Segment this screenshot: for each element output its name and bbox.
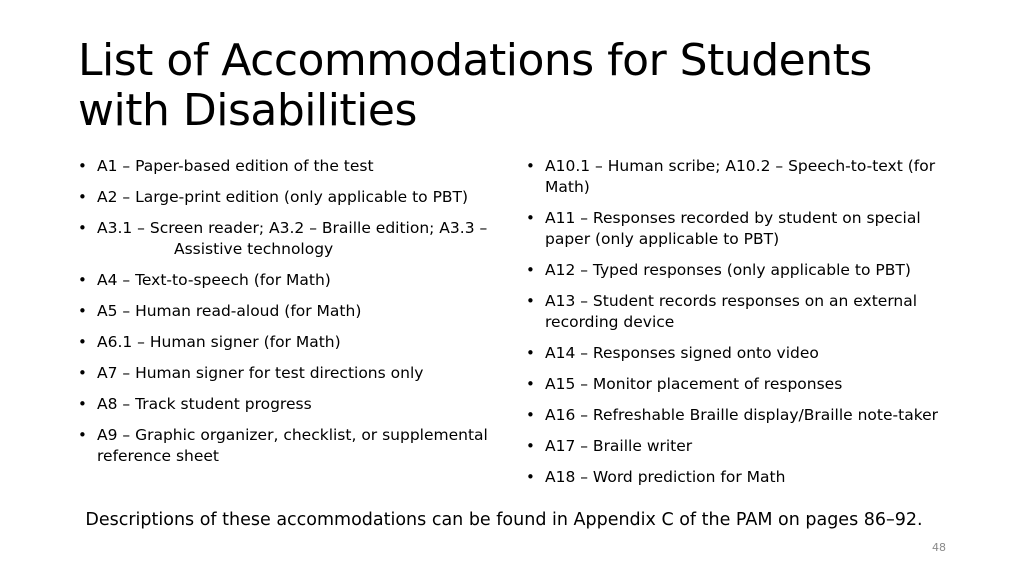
page-number: 48	[932, 541, 946, 554]
bullet: •	[526, 261, 535, 279]
list-item-text: A18 – Word prediction for Math	[545, 468, 786, 486]
list-item	[526, 467, 956, 488]
bullet: •	[78, 188, 87, 206]
bullet: •	[78, 395, 87, 413]
list-item-text: A2 – Large-print edition (only applicable to PBT)	[97, 188, 469, 206]
list-item-continuation: Assistive technology	[174, 240, 334, 258]
list-item	[526, 374, 956, 395]
list-item	[78, 332, 508, 353]
list-item-text: A12 – Typed responses (only applicable to PBT)	[545, 261, 911, 279]
bullet: •	[78, 157, 87, 175]
bullet: •	[526, 344, 535, 362]
list-item-text: A10.1 – Human scribe; A10.2 – Speech-to-text (for Math)	[545, 157, 936, 196]
list-item	[78, 218, 508, 260]
list-item	[526, 405, 956, 426]
list-item-text: A8 – Track student progress	[97, 395, 312, 413]
bullet: •	[78, 364, 87, 382]
list-item	[526, 343, 956, 364]
list-item-text: A4 – Text-to-speech (for Math)	[97, 271, 331, 289]
list-item-text: A16 – Refreshable Braille display/Braille note-taker	[545, 406, 939, 424]
list-item-text: A13 – Student records responses on an external recording device	[545, 292, 918, 331]
list-item	[78, 270, 508, 291]
list-item	[526, 156, 956, 198]
bullet: •	[526, 209, 535, 227]
accommodations-list-left	[78, 156, 508, 477]
list-item	[526, 291, 956, 333]
bullet: •	[78, 219, 87, 237]
list-item-text: A1 – Paper-based edition of the test	[97, 157, 374, 175]
list-item	[526, 436, 956, 457]
bullet: •	[78, 302, 87, 320]
list-item	[78, 187, 508, 208]
list-item	[78, 394, 508, 415]
list-item	[526, 260, 956, 281]
list-item-text: A14 – Responses signed onto video	[545, 344, 819, 362]
list-item-text: A6.1 – Human signer (for Math)	[97, 333, 341, 351]
bullet: •	[78, 271, 87, 289]
list-item-text: A9 – Graphic organizer, checklist, or supplemental reference sheet	[97, 426, 488, 465]
bullet: •	[78, 426, 87, 444]
bullet: •	[526, 157, 535, 175]
footer-note: Descriptions of these accommodations can be found in Appendix C of the PAM on pages 86–92.	[85, 510, 923, 530]
list-item	[78, 425, 508, 467]
list-item	[78, 301, 508, 322]
bullet: •	[78, 333, 87, 351]
list-item-text: A15 – Monitor placement of responses	[545, 375, 843, 393]
bullet: •	[526, 292, 535, 310]
list-item-text: A3.1 – Screen reader; A3.2 – Braille edition; A3.3 –	[97, 219, 488, 237]
list-item	[78, 156, 508, 177]
list-item-text: A5 – Human read-aloud (for Math)	[97, 302, 362, 320]
list-item	[78, 363, 508, 384]
bullet: •	[526, 375, 535, 393]
slide-title: List of Accommodations for Students with Disabilities	[78, 35, 872, 136]
list-item-text: A17 – Braille writer	[545, 437, 693, 455]
list-item-text: A7 – Human signer for test directions only	[97, 364, 424, 382]
accommodations-list-right	[526, 156, 956, 498]
bullet: •	[526, 406, 535, 424]
list-item	[526, 208, 956, 250]
bullet: •	[526, 468, 535, 486]
bullet: •	[526, 437, 535, 455]
list-item-text: A11 – Responses recorded by student on special paper (only applicable to PBT)	[545, 209, 921, 248]
